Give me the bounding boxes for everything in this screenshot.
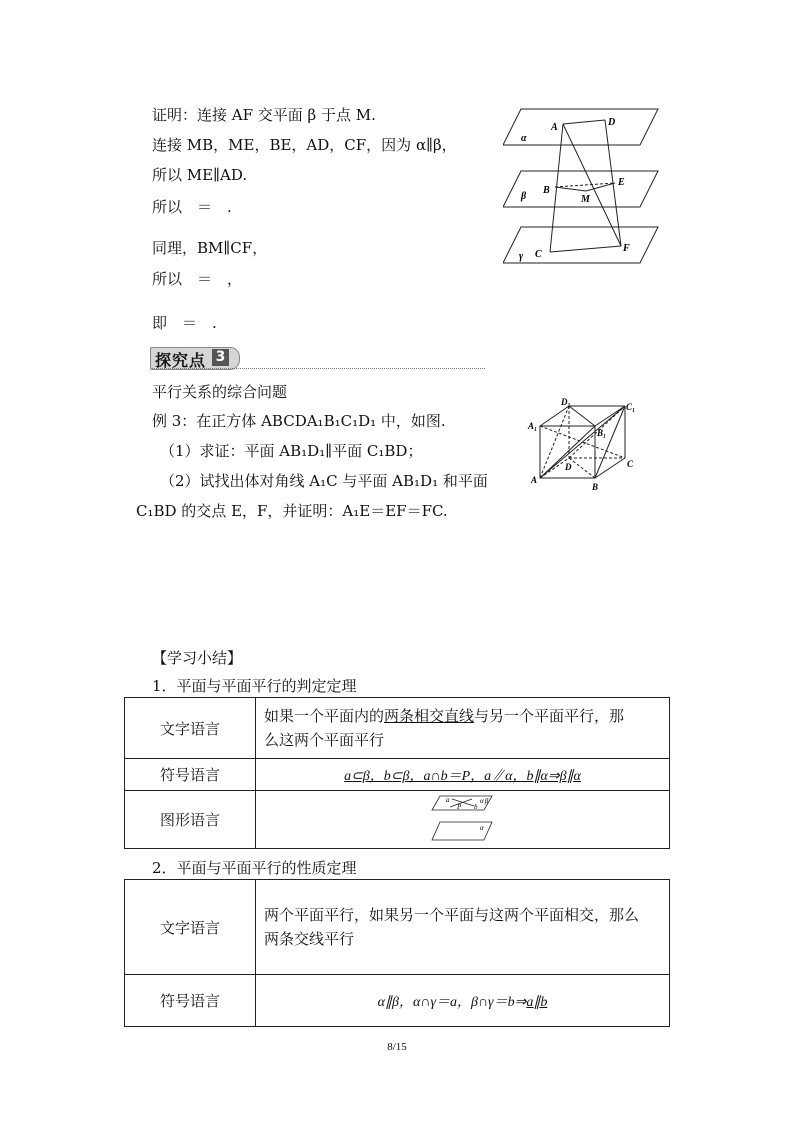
- section-badge-label: 探究点: [155, 351, 207, 370]
- segment-AD: [563, 120, 605, 124]
- label-alpha: α: [521, 133, 527, 144]
- label-B1: B₁: [597, 428, 607, 438]
- page-number: 8/15: [387, 1041, 407, 1053]
- diagonal-A1C: [540, 426, 625, 458]
- label-A: A: [551, 122, 558, 133]
- label-D: D: [565, 462, 572, 472]
- label-D: D: [608, 117, 616, 128]
- table2-label-text-lang: 文字语言: [125, 880, 256, 975]
- example-line-3: （2）试找出体对角线 A₁C 与平面 AB₁D₁ 和平面: [160, 472, 488, 490]
- fig-b: b: [473, 802, 477, 811]
- proof-line-7: 即 ＝ .: [152, 314, 217, 332]
- example-line-1: 例 3：在正方体 ABCDA₁B₁C₁D₁ 中，如图.: [152, 412, 446, 430]
- table-row: [125, 759, 670, 791]
- segment-CF: [550, 246, 621, 252]
- section-badge-number: 3: [212, 349, 229, 366]
- table1-label-text-lang: 文字语言: [125, 698, 256, 759]
- table2-symbol-text: α∥β，α∩γ＝a，β∩γ＝b⇒: [377, 994, 527, 1010]
- table2-symbol-cell: [256, 975, 670, 1027]
- fig-a: a: [445, 795, 449, 804]
- table1-text-c: 么这两个平面平行: [264, 731, 385, 749]
- diagonal-DB: [569, 458, 595, 478]
- table1-text-underlined: 两条相交直线: [384, 707, 475, 725]
- fig-alpha-beta: αβ: [479, 796, 488, 805]
- table2-text-lang-cell: [256, 880, 670, 975]
- planes-figure-small: [428, 792, 498, 844]
- proof-line-4: 所以 ＝ .: [152, 198, 232, 216]
- diagonal-BC1: [595, 406, 625, 478]
- segment-BM: [555, 187, 586, 191]
- proof-line-5: 同理，BM∥CF，: [152, 239, 268, 257]
- label-gamma: γ: [519, 251, 524, 262]
- label-A1: A₁: [528, 421, 538, 431]
- table2-text-b: 两条交线平行: [264, 930, 355, 948]
- table2-label-symbol-lang: 符号语言: [125, 975, 256, 1027]
- label-A: A: [531, 475, 538, 485]
- table-row: [125, 880, 670, 975]
- table-row: [125, 698, 670, 759]
- example-line-4: C₁BD 的交点 E，F，并证明：A₁E＝EF＝FC.: [136, 502, 448, 520]
- section-divider: [150, 368, 485, 369]
- label-F: F: [623, 243, 630, 254]
- label-E: E: [618, 177, 625, 188]
- summary-item-2-title: 2．平面与平面平行的性质定理: [152, 859, 357, 877]
- cube-figure: [525, 396, 640, 496]
- table-row: [125, 791, 670, 849]
- table1-label-symbol-lang: 符号语言: [125, 759, 256, 791]
- section-title: 平行关系的综合问题: [152, 383, 288, 401]
- label-C: C: [627, 459, 634, 469]
- table-row: [125, 975, 670, 1027]
- proof-line-3: 所以 ME∥AD.: [152, 166, 248, 184]
- fig-alpha-lower: α: [479, 823, 484, 832]
- table1-text-b: 与另一个平面平行，那: [474, 707, 625, 725]
- label-B: B: [543, 185, 550, 196]
- table1-text-a: 如果一个平面内的: [264, 707, 385, 725]
- section-badge: [150, 347, 242, 370]
- label-M: M: [581, 194, 590, 205]
- table2-text-a: 两个平面平行，如果另一个平面与这两个平面相交，那么: [264, 906, 640, 924]
- label-beta: β: [521, 191, 527, 202]
- table2-symbol-underlined: a∥b: [526, 994, 548, 1010]
- proof-line-2: 连接 MB，ME，BE，AD，CF，因为 α∥β，: [152, 136, 457, 154]
- plane-gamma: [503, 227, 658, 263]
- label-C1: C₁: [626, 402, 636, 412]
- table1-figure-cell: [256, 791, 670, 849]
- table1-symbol-text: a⊂β，b⊂β，a∩b＝P，a∥α，b∥α⇒β∥α: [256, 759, 670, 791]
- table1-label-figure-lang: 图形语言: [125, 791, 256, 849]
- diagonal-D1B1: [569, 406, 595, 426]
- table1-text-lang-cell: [256, 698, 670, 759]
- label-B: B: [592, 482, 599, 492]
- judgement-theorem-table: [124, 697, 670, 849]
- summary-heading: 【学习小结】: [152, 649, 243, 667]
- summary-item-1-title: 1．平面与平面平行的判定定理: [152, 677, 357, 695]
- example-line-2: （1）求证：平面 AB₁D₁∥平面 C₁BD；: [160, 442, 423, 460]
- parallel-planes-figure: [503, 105, 663, 267]
- label-D1: D₁: [561, 397, 571, 407]
- fig-P: P: [456, 802, 461, 811]
- property-theorem-table: [124, 879, 670, 1027]
- proof-line-6: 所以 ＝ ，: [152, 270, 243, 288]
- label-C: C: [535, 249, 542, 260]
- proof-line-1: 证明：连接 AF 交平面 β 于点 M.: [152, 106, 376, 124]
